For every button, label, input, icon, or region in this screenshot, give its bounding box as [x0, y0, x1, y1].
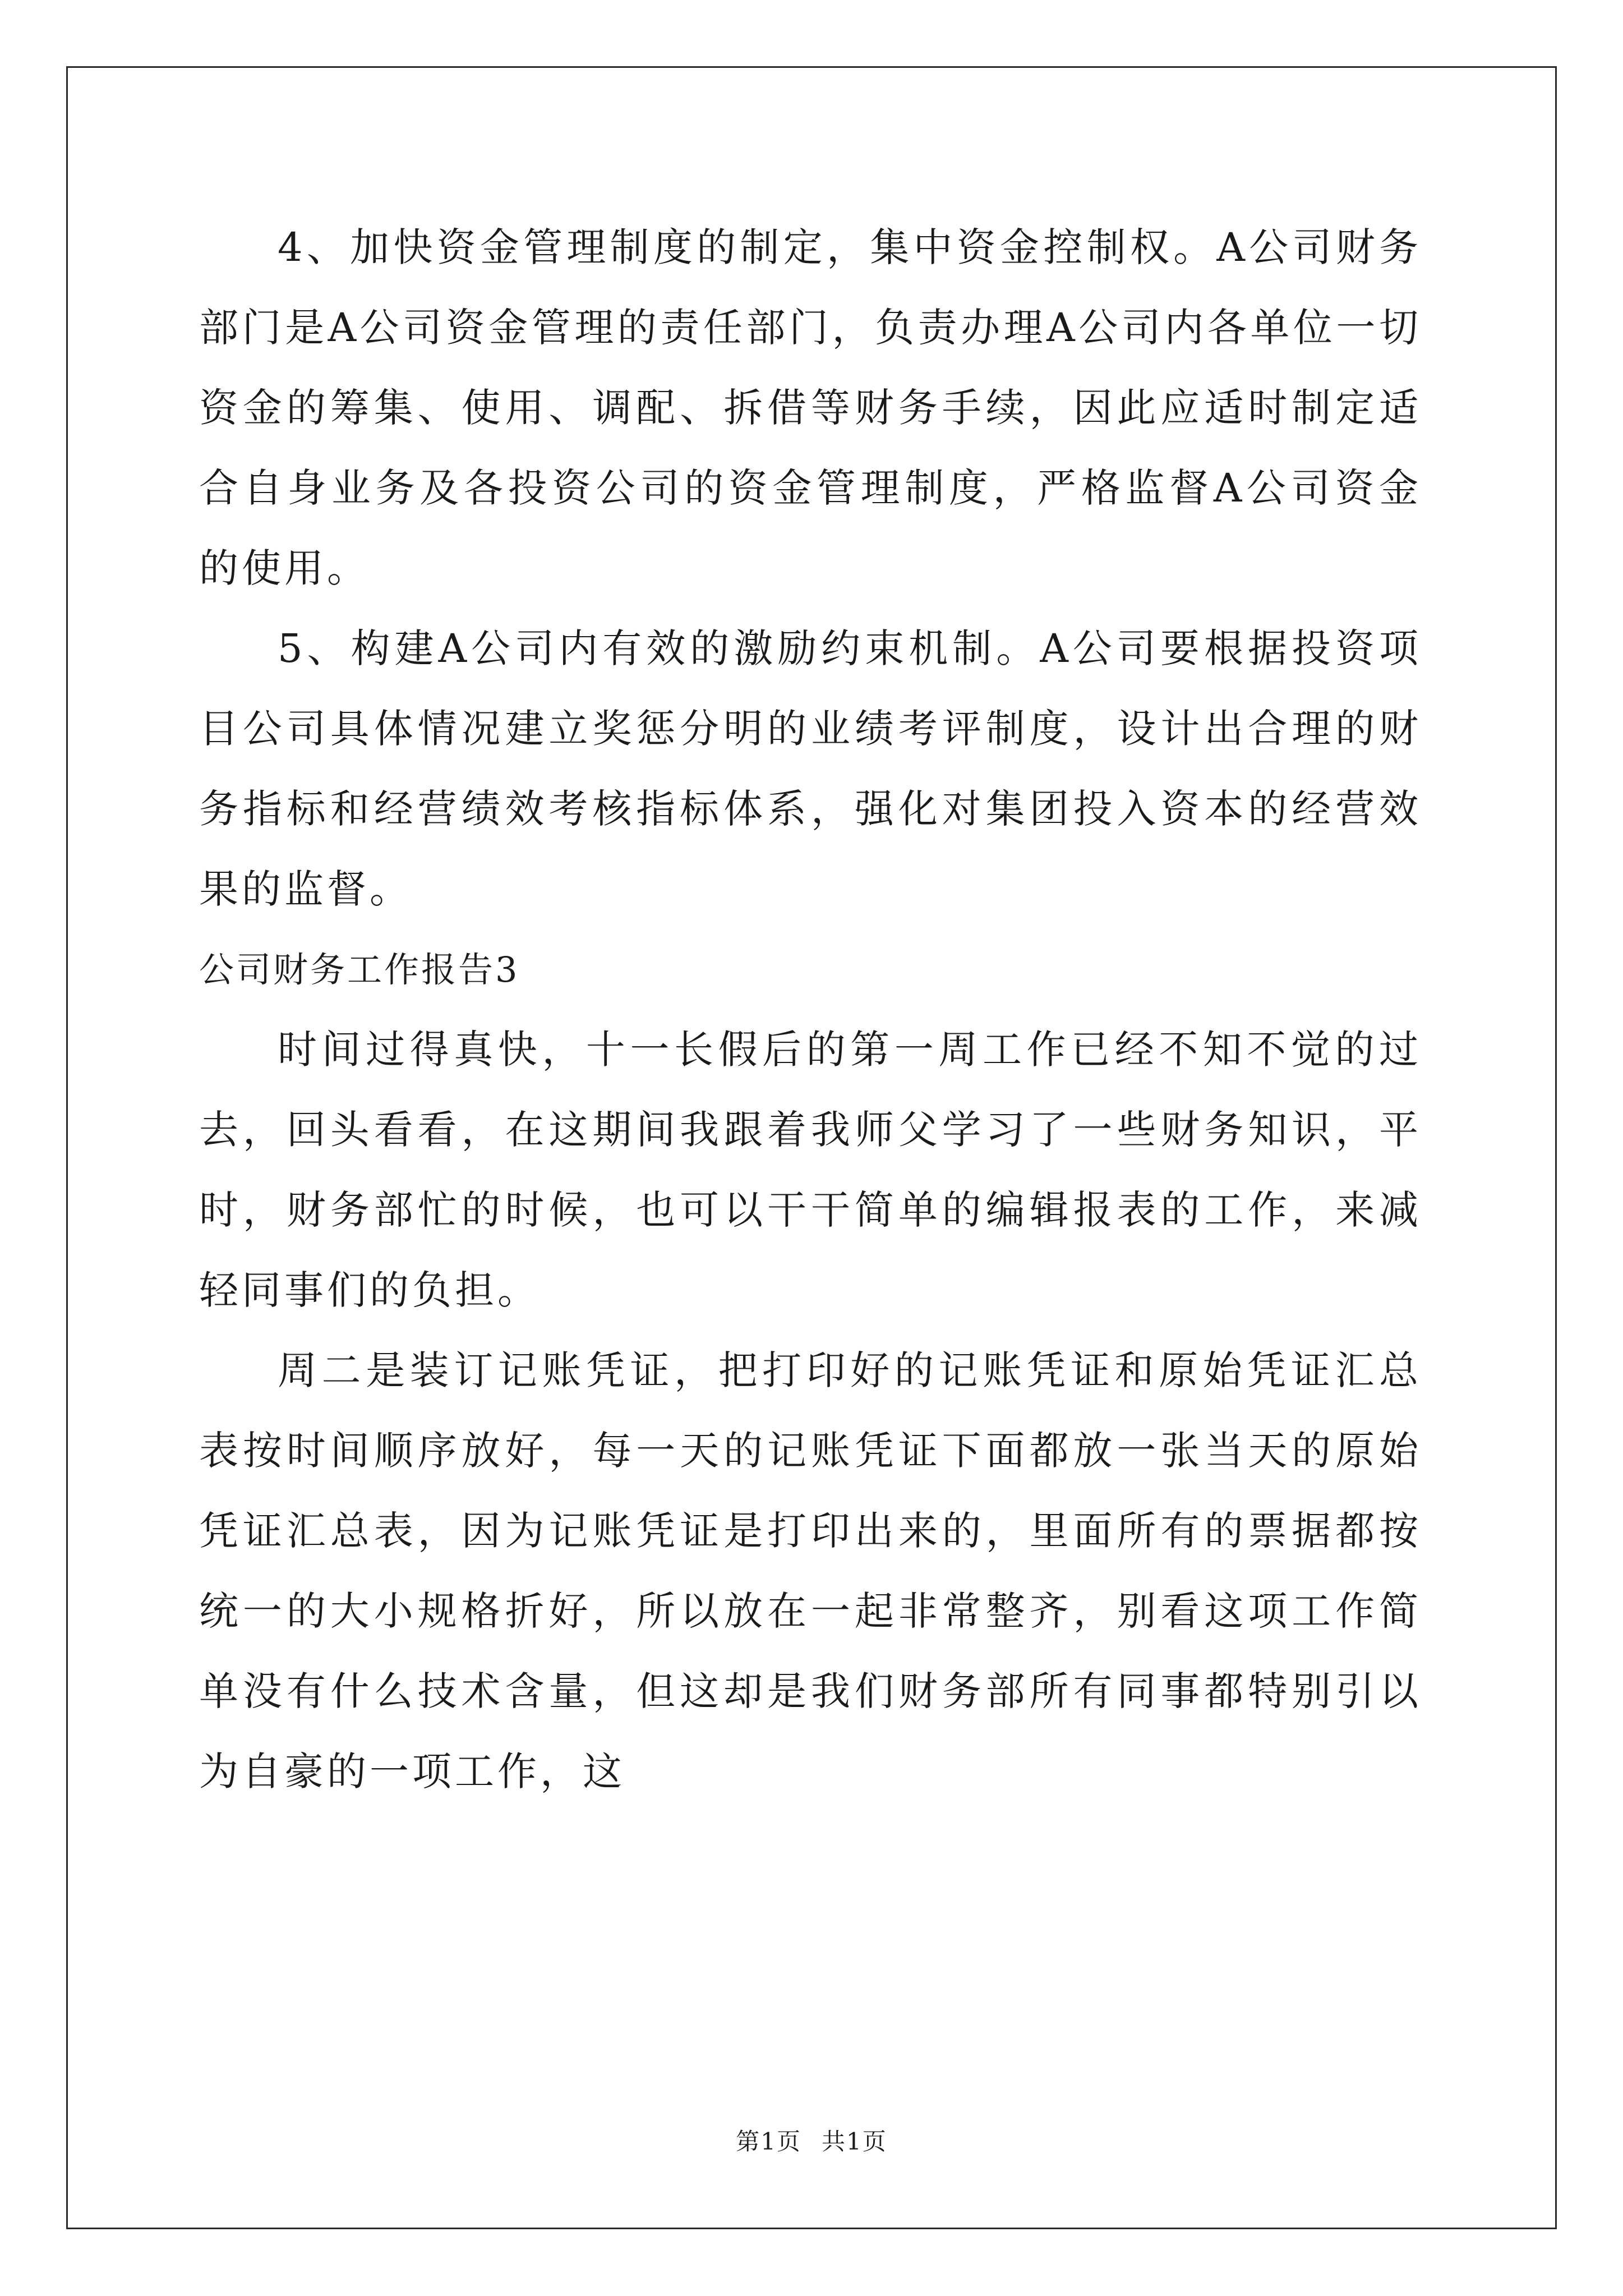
- document-body: [199, 208, 1422, 1812]
- page-footer: [0, 2123, 1623, 2157]
- paragraph-intro: 时间过得真快，十一长假后的第一周工作已经不知不觉的过去，回头看看，在这期间我跟着我师父学习了一些财务知识，平时，财务部忙的时候，也可以干干简单的编辑报表的工作，来减轻同事们的负担。: [199, 1027, 1422, 1313]
- paragraph-tuesday: 周二是装订记账凭证，把打印好的记账凭证和原始凭证汇总表按时间顺序放好，每一天的记账凭证下面都放一张当天的原始凭证汇总表，因为记账凭证是打印出来的，里面所有的票据都按统一的大小规格折好，所以放在一起非常整齐，别看这项工作简单没有什么技术含量，但这却是我们财务部所有同事都特别引以为自豪的一项工作，这: [199, 1347, 1422, 1795]
- page-number: 第1页: [736, 2128, 801, 2155]
- paragraph-item-5: 5、构建A公司内有效的激励约束机制。A公司要根据投资项目公司具体情况建立奖惩分明的业绩考评制度，设计出合理的财务指标和经营绩效考核指标体系，强化对集团投入资本的经营效果的监督。: [199, 625, 1422, 912]
- paragraph-item-4: 4、加快资金管理制度的制定，集中资金控制权。A公司财务部门是A公司资金管理的责任部门，负责办理A公司内各单位一切资金的筹集、使用、调配、拆借等财务手续，因此应适时制定适合自身业务及各投资公司的资金管理制度，严格监督A公司资金的使用。: [199, 224, 1422, 591]
- page-total: 共1页: [822, 2128, 887, 2155]
- section-heading: 公司财务工作报告3: [199, 949, 520, 990]
